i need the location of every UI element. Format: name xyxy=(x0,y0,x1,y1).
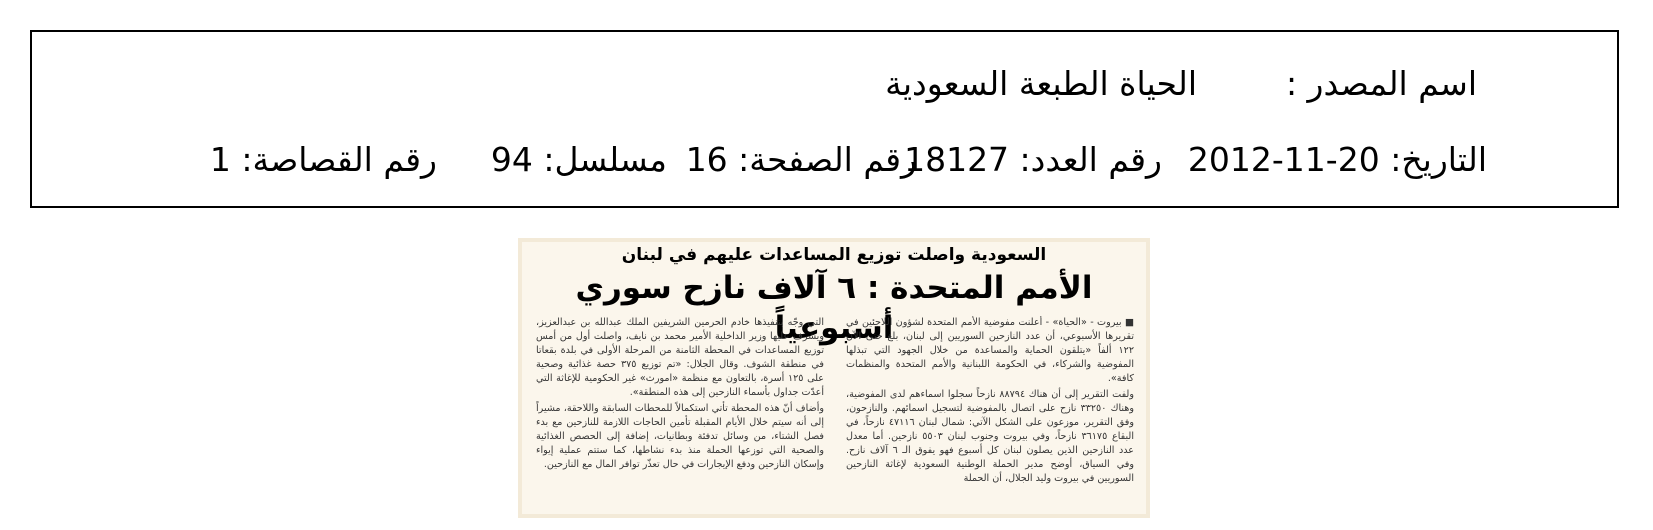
article-paragraph: التي وجّه بتنفيذها خادم الحرمين الشريفين الملك عبدالله بن عبدالعزيز، ويشرف عليها وزير الداخلية الأمير محمد بن نايف، واصلت أول من أمس توزيع المساعدات في المحطة الثامنة من المرحلة الأولى في بلدة بقعاتا في منطقة الشوف. وقال الجلال: «تم توزيع ٣٧٥ حصة غذائية وصحية على ١٢٥ أسرة، بالتعاون مع منظمة «امورث» غير الحكومية للإغاثة التي أعدّت جداول بأسماء النازحين إلى هذه المنطقة». xyxy=(536,317,824,398)
clip-number-field: رقم القصاصة: 1 xyxy=(209,140,437,179)
source-label: اسم المصدر : xyxy=(1285,64,1477,103)
source-info-box xyxy=(30,30,1619,208)
article-column-left xyxy=(536,316,824,512)
article-paragraph: ولفت التقرير إلى أن هناك ٨٨٧٩٤ نازحاً سجلوا اسماءهم لدى المفوضية، وهناك ٣٣٢٥٠ نازح على اتصال بالمفوضية لتسجيل اسمائهم. والنازحون، وفق التقرير، موزعون على الشكل الآتي: شمال لبنان ٤٧١١٦ نازحاً، في البقاع ٣٦١٧٥ نازحاً، وفي بيروت وجنوب لبنان ٥٥٠٣ نازحين. أما معدل عدد النازحين الذين يصلون لبنان كل أسبوع فهو يفوق الـ ٦ آلاف نازح. وفي السياق، أوضح مدير الحملة الوطنية السعودية لإغاثة النازحين السوريين في بيروت وليد الجلال، أن الحملة xyxy=(846,389,1134,484)
issue-number-field: رقم العدد: 18127 xyxy=(904,140,1162,179)
newspaper-clipping xyxy=(518,238,1150,518)
date-field: التاريخ: 20-11-2012 xyxy=(1187,140,1487,179)
page-number-field: رقم الصفحة: 16 xyxy=(685,140,917,179)
article-headline: الأمم المتحدة : ٦ آلاف نازح سوري أسبوعياً xyxy=(575,270,1093,346)
serial-field: مسلسل: 94 xyxy=(490,140,667,179)
article-column-right xyxy=(846,316,1134,512)
article-paragraph: ■ بيروت - «الحياة» - أعلنت مفوضية الأمم المتحدة لشؤون اللاجئين في تقريرها الأسبوعي، أن عدد النازحين السوريين إلى لبنان، بلغ حتى الآن ١٢٢ ألفاً «يتلقون الحماية والمساعدة من خلال الجهود التي تبذلها المفوضية والشركاء، في الحكومة اللبنانية والأمم المتحدة والمنظمات كافة». xyxy=(846,317,1134,384)
article-paragraph: وأضاف أنّ هذه المحطة تأتي استكمالاً للمحطات السابقة واللاحقة، مشيراً إلى أنه سيتم خلال الأيام المقبلة تأمين الحاجات اللازمة للنازحين مع بدء فصل الشتاء، من وسائل تدفئة وبطانيات، إضافة إلى الحصص الغذائية والصحية التي توزعها الحملة منذ بدء نشاطها، كما ستتم عملية إيواء وإسكان النازحين ودفع الإيجارات في حال تعذّر توافر المال مع النازحين. xyxy=(536,403,824,470)
article-kicker: السعودية واصلت توزيع المساعدات عليهم في لبنان xyxy=(621,245,1047,265)
source-value: الحياة الطبعة السعودية xyxy=(885,64,1197,103)
